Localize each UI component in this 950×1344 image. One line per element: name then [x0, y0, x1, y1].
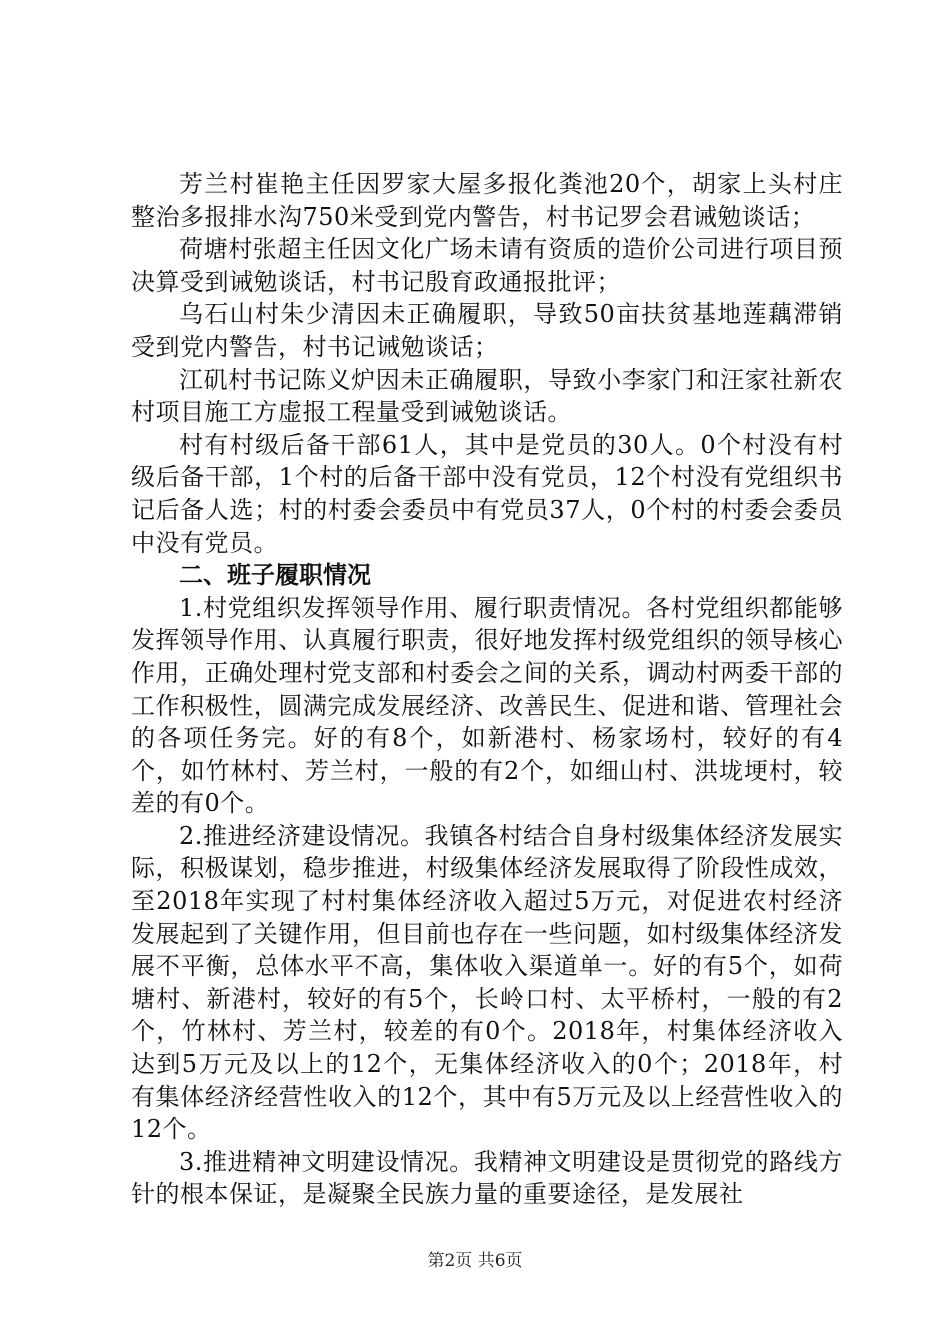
- page-number-footer: 第2页 共6页: [427, 1251, 523, 1271]
- paragraph: 荷塘村张超主任因文化广场未请有资质的造价公司进行项目预决算受到诫勉谈话，村书记殷育政通报批评；: [131, 235, 843, 296]
- paragraph: 3.推进精神文明建设情况。我精神文明建设是贯彻党的路线方针的根本保证，是凝聚全民族力量的重要途径，是发展社: [131, 1147, 843, 1209]
- paragraph: 乌石山村朱少清因未正确履职，导致50亩扶贫基地莲藕滞销受到党内警告，村书记诫勉谈话；: [131, 300, 843, 361]
- paragraph: 芳兰村崔艳主任因罗家大屋多报化粪池20个，胡家上头村庄整治多报排水沟750米受到党内警告，村书记罗会君诫勉谈话；: [131, 170, 843, 231]
- section-heading: 二、班子履职情况: [179, 561, 371, 590]
- paragraph: 江矶村书记陈义炉因未正确履职，导致小李家门和汪家社新农村项目施工方虚报工程量受到诫勉谈话。: [131, 365, 843, 427]
- paragraph: 村有村级后备干部61人，其中是党员的30人。0个村没有村级后备干部，1个村的后备干部中没有党员，12个村没有党组织书记后备人选；村的村委会委员中有党员37人，0个村的村委会委员中没有党员。: [131, 430, 843, 557]
- paragraph: 1.村党组织发挥领导作用、履行职责情况。各村党组织都能够发挥领导作用、认真履行职责，很好地发挥村级党组织的领导核心作用，正确处理村党支部和村委会之间的关系，调动村两委干部的工作积极性，圆满完成发展经济、改善民生、促进和谐、管理社会的各项任务完。好的有8个，如新港村、杨家场村，较好的有4个，如竹林村、芳兰村，一般的有2个，如细山村、洪垅埂村，较差的有0个。: [131, 593, 843, 818]
- document-body: [131, 168, 843, 1211]
- paragraph: 2.推进经济建设情况。我镇各村结合自身村级集体经济发展实际，积极谋划，稳步推进，村级集体经济发展取得了阶段性成效，至2018年实现了村村集体经济收入超过5万元，对促进农村经济发展起到了关键作用，但目前也存在一些问题，如村级集体经济发展不平衡，总体水平不高，集体收入渠道单一。好的有5个，如荷塘村、新港村，较好的有5个，长岭口村、太平桥村，一般的有2个，竹林村、芳兰村，较差的有0个。2018年，村集体经济收入达到5万元及以上的12个，无集体经济收入的0个；2018年，村有集体经济经营性收入的12个，其中有5万元及以上经营性收入的12个。: [131, 821, 843, 1144]
